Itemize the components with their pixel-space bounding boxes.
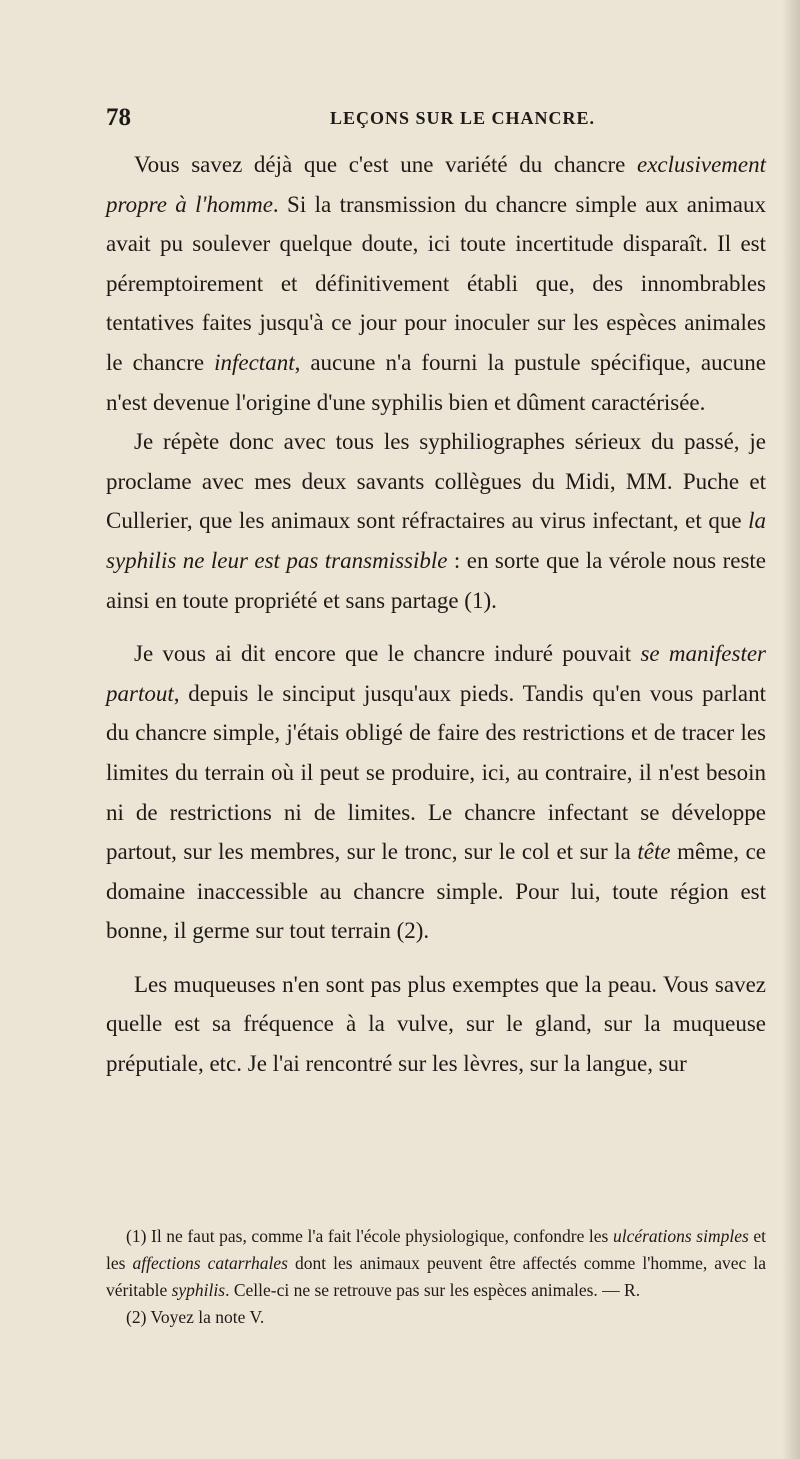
text-run: même, ce domaine inaccessible au chancre simple. Pour lui, toute région est bonne, il germe sur tout terrain (2). (106, 839, 766, 944)
text-run: dont les animaux peuvent être affectés comme l'homme, avec la véritable (106, 1253, 766, 1300)
italic-run: infectant (214, 349, 295, 375)
page-number: 78 (106, 104, 131, 131)
text-run: , depuis le sinciput jusqu'aux pieds. Tandis qu'en vous parlant du chancre simple, j'étais obligé de faire des restrictions et de tracer les limites du terrain où il peut se produire, ici, au contraire, il n'est besoin ni de restrictions ni de limites. Le chancre infectant se développe partout, sur les membres, sur le tronc, sur le col et sur la (106, 680, 766, 865)
footnote-2: (2) Voyez la note V. (126, 1307, 265, 1327)
text-run: et les (106, 1226, 766, 1273)
footnote-1 (106, 1223, 766, 1304)
italic-run: syphilis (171, 1280, 226, 1300)
italic-run: affections catarrhales (132, 1253, 288, 1273)
page-edge-shadow (782, 0, 800, 1459)
page-header (106, 104, 746, 140)
text-run: Je vous ai dit encore que le chancre induré pouvait (134, 641, 641, 667)
paragraph-2 (106, 422, 766, 620)
italic-run: se manifester partout (106, 641, 766, 706)
text-run: (1) Il ne faut pas, comme l'a fait l'école physiologique, confondre les (126, 1226, 613, 1246)
text-run: : en sorte que la vérole nous reste ainsi en toute propriété et sans partage (1). (106, 547, 766, 613)
text-run: . Si la transmission du chancre simple aux animaux avait pu soulever quelque doute, ici toute incertitude disparaît. Il est péremptoirement et définitivement établi que, des innombrables tentatives faites jusqu'à ce jour pour inoculer sur les espèces animales le chancre (106, 191, 766, 375)
text-run: , aucune n'a fourni la pustule spécifique, aucune n'est devenue l'origine d'une syphilis bien et dûment caractérisée. (106, 349, 766, 415)
italic-run: tête (637, 839, 671, 865)
italic-run: exclusivement propre à l'homme (106, 152, 766, 217)
paragraph-4: Les muqueuses n'en sont pas plus exemptes que la peau. Vous savez quelle est sa fréquence à la vulve, sur le gland, sur la muqueuse préputiale, etc. Je l'ai rencontré sur les lèvres, sur la langue, sur (106, 971, 766, 1077)
italic-run: ulcérations simples (612, 1226, 749, 1246)
paragraph-3 (106, 634, 766, 951)
text-run: Vous savez déjà que c'est une variété du chancre (134, 152, 638, 177)
paragraph-1 (106, 145, 766, 422)
text-run: Je répète donc avec tous les syphiliographes sérieux du passé, je proclame avec mes deux savants collègues du Midi, MM. Puche et Cullerier, que les animaux sont réfractaires au virus infectant, et que (106, 429, 766, 534)
footnotes (106, 1223, 766, 1331)
italic-run: la syphilis ne leur est pas transmissible (106, 508, 766, 573)
running-head: LEÇONS SUR LE CHANCRE. (330, 108, 596, 128)
body-text (106, 145, 766, 1084)
text-run: . Celle-ci ne se retrouve pas sur les espèces animales. — R. (225, 1280, 641, 1300)
